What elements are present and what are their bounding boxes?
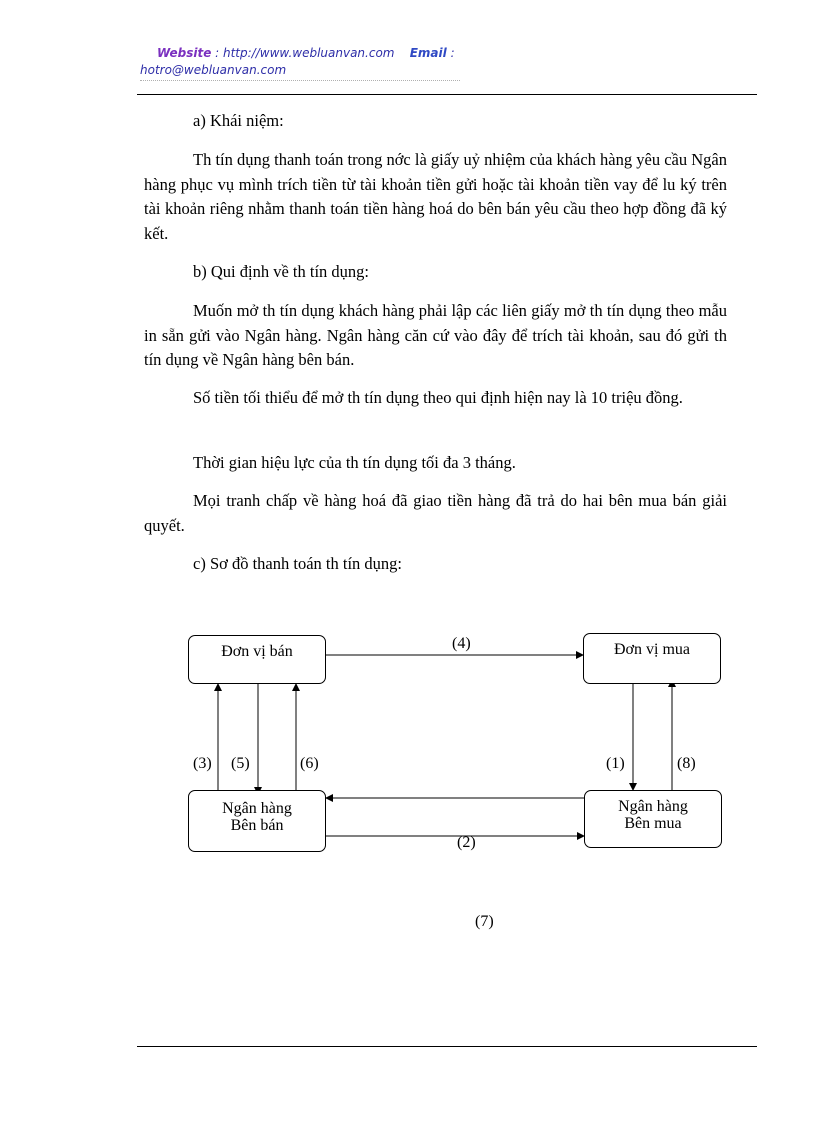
paragraph-minimum-amount: Số tiền tối thiểu để mở th tín dụng theo qui định hiện nay là 10 triệu đồng.: [193, 388, 683, 407]
heading-b: b) Qui định về th tín dụng:: [193, 262, 369, 281]
email-separator: :: [446, 46, 455, 60]
paragraph-definition: Th tín dụng thanh toán trong nớc là giấy uỷ nhiệm của khách hàng yêu cầu Ngân hàng phục vụ mình trích tiền từ tài khoản tiền gửi hoặc tài khoản tiền vay để lu ký trên tài khoản riêng nhằm thanh toán tiền hàng hoá do bên bán yêu cầu theo hợp đồng đã ký kết.: [144, 150, 727, 243]
label-step-6: (6): [300, 755, 319, 772]
node-seller-bank-line1: Ngân hàng: [222, 800, 292, 817]
heading-c: c) Sơ đồ thanh toán th tín dụng:: [193, 554, 402, 573]
website-label: Website: [157, 46, 212, 60]
footer-rule: [137, 1046, 757, 1047]
label-step-1: (1): [606, 755, 625, 772]
label-step-7: (7): [475, 913, 494, 930]
node-buyer-label: Đơn vị mua: [613, 641, 690, 658]
label-step-5: (5): [231, 755, 250, 772]
node-seller-bank: [188, 790, 326, 852]
node-seller-bank-line2: Bên bán: [230, 817, 284, 834]
node-buyer-bank-line1: Ngân hàng: [618, 798, 688, 815]
node-seller-label: Đơn vị bán: [221, 643, 293, 660]
node-buyer-bank-line2: Bên mua: [624, 815, 682, 832]
email-address[interactable]: hotro@webluanvan.com: [140, 63, 287, 77]
node-buyer: [583, 633, 721, 684]
label-step-3: (3): [193, 755, 212, 772]
paragraph-disputes: Mọi tranh chấp về hàng hoá đã giao tiền hàng đã trả do hai bên mua bán giải quyết.: [144, 491, 727, 535]
node-seller: [188, 635, 326, 684]
heading-a: a) Khái niệm:: [193, 111, 284, 130]
paragraph-opening: Muốn mở th tín dụng khách hàng phải lập các liên giấy mở th tín dụng theo mẫu in sẵn gửi vào Ngân hàng. Ngân hàng căn cứ vào đây để trích tài khoản, sau đó gửi th tín dụng về Ngân hàng bên bán.: [144, 301, 727, 369]
label-step-4: (4): [452, 635, 471, 652]
label-step-8: (8): [677, 755, 696, 772]
node-buyer-bank: [584, 790, 722, 848]
paragraph-validity: Thời gian hiệu lực của th tín dụng tối đa 3 tháng.: [193, 453, 516, 472]
email-label: Email: [409, 46, 447, 60]
label-step-2: (2): [457, 834, 476, 851]
website-url[interactable]: : http://www.webluanvan.com: [211, 46, 395, 60]
